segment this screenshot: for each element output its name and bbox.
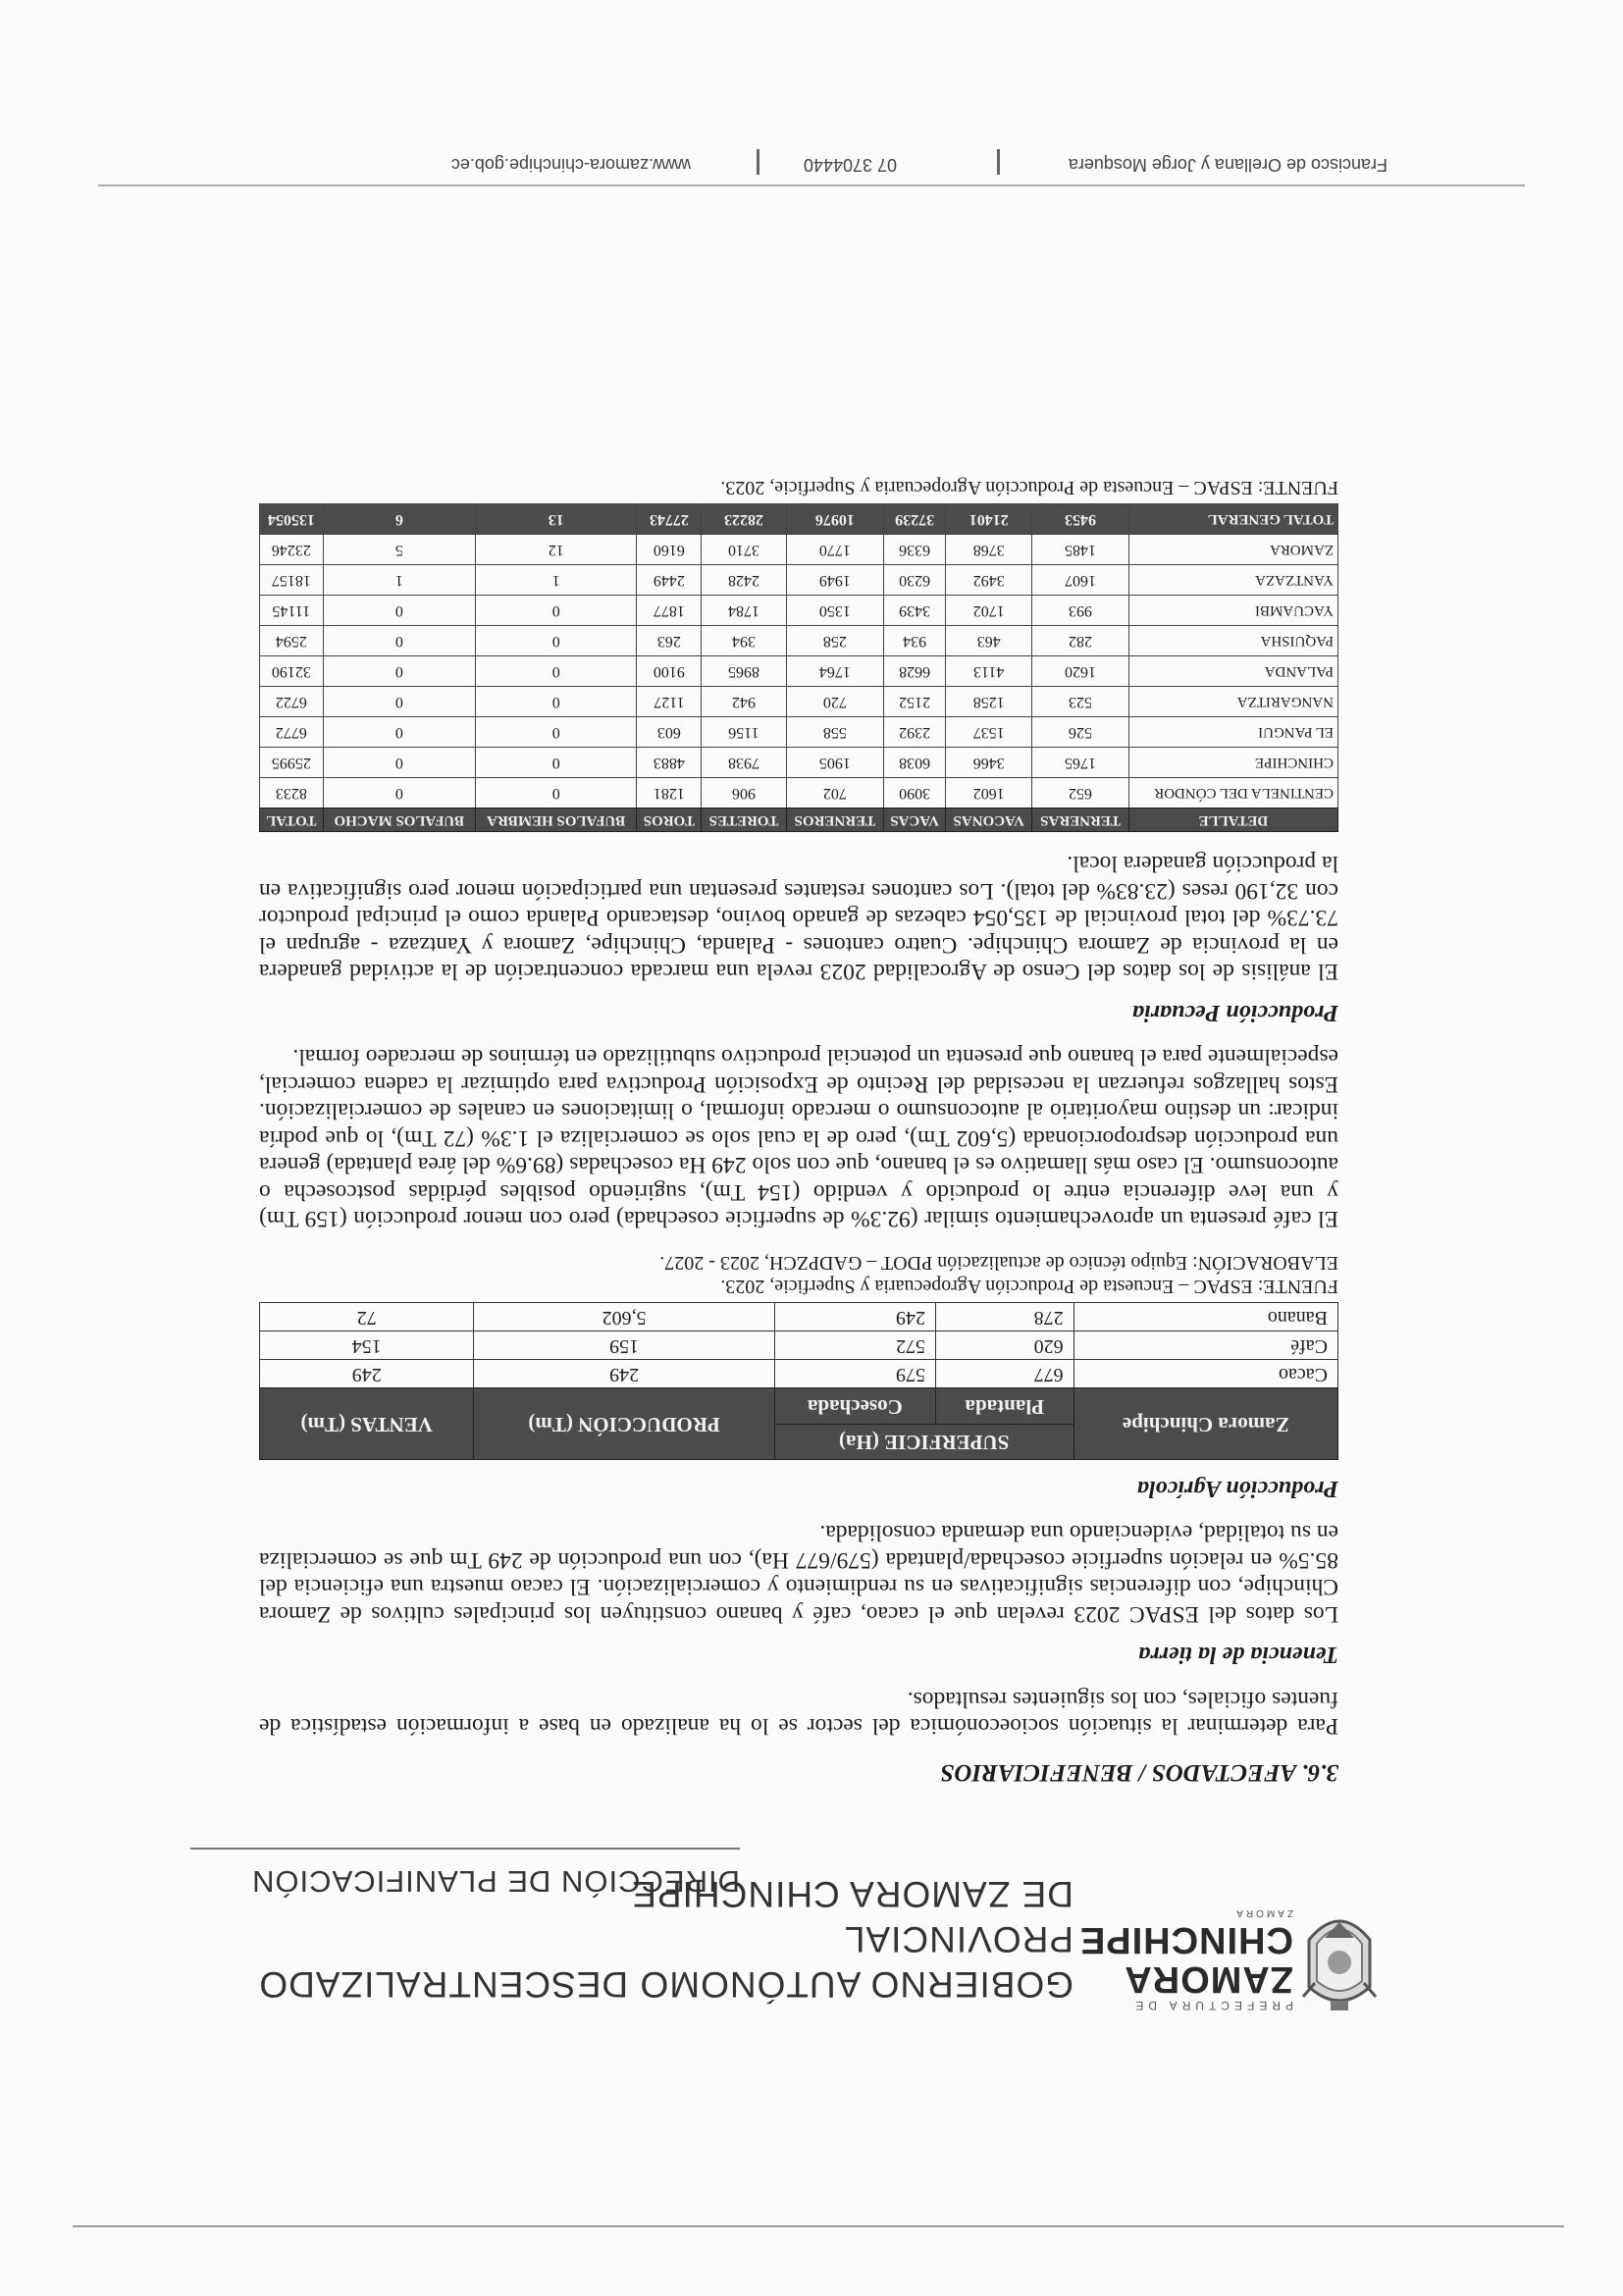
total-cell: 6722 bbox=[260, 687, 324, 717]
toretes-cell: 1156 bbox=[702, 717, 786, 748]
terneros-cell: 1350 bbox=[786, 596, 884, 626]
bufalos-hembra-cell: 12 bbox=[475, 535, 637, 565]
vaconas-cell: 1702 bbox=[946, 596, 1032, 626]
bufalos-macho-cell: 0 bbox=[323, 626, 475, 656]
bufalos-macho-cell: 0 bbox=[323, 596, 475, 626]
vacas-cell: 2392 bbox=[884, 717, 946, 748]
footer-separator bbox=[757, 149, 759, 175]
terneros-cell: 1949 bbox=[786, 565, 884, 596]
vacas-cell: 6230 bbox=[884, 565, 946, 596]
footer-phone: 07 3704440 bbox=[803, 155, 897, 175]
header-divider bbox=[190, 1848, 740, 1850]
footer-separator bbox=[997, 149, 1000, 175]
production-cell: 249 bbox=[474, 1360, 774, 1388]
header-planted: Plantada bbox=[935, 1388, 1073, 1425]
toros-cell: 1877 bbox=[637, 596, 702, 626]
canton-cell: PALANDA bbox=[1128, 656, 1337, 687]
pecuaria-source: FUENTE: ESPAC – Encuesta de Producción Agropecuaria y Superficie, 2023. bbox=[720, 477, 1338, 498]
header-surface: SUPERFICIE (Ha) bbox=[774, 1425, 1073, 1461]
terneras-cell: 1485 bbox=[1032, 535, 1129, 565]
vacas-cell: 6628 bbox=[884, 656, 946, 687]
vaconas-cell: 1602 bbox=[946, 778, 1032, 809]
tenencia-paragraph: Los datos del ESPAC 2023 revelan que el cacao, café y banano constituyen los principales cultivos de Zamora Chinchipe, con diferencias significativas en su rendimiento y comercialización. El cacao muestra una eficiencia del 85.5% en relación superficie cosechada/plantada (579/677 Ha), con una producción de 249 Tm que se comercializa en su totalidad, evidenciando una demanda consolidada. bbox=[259, 1520, 1338, 1627]
government-line1: GOBIERNO AUTÓNOMO DESCENTRALIZADO PROVINCIAL bbox=[258, 1919, 1073, 2005]
total-vacas-cell: 37239 bbox=[884, 504, 946, 535]
vaconas-cell: 1258 bbox=[946, 687, 1032, 717]
terneras-cell: 282 bbox=[1032, 626, 1129, 656]
toretes-cell: 394 bbox=[702, 626, 786, 656]
table-row bbox=[260, 596, 1338, 626]
canton-cell: YANTZAZA bbox=[1128, 565, 1337, 596]
main-content bbox=[259, 476, 1338, 1786]
bufalos-hembra-cell: 0 bbox=[475, 778, 637, 809]
table-row bbox=[260, 626, 1338, 656]
bufalos-macho-cell: 0 bbox=[323, 778, 475, 809]
production-cell: 159 bbox=[474, 1331, 774, 1360]
table-row bbox=[260, 1331, 1338, 1360]
header-terneros: TERNEROS bbox=[786, 809, 884, 832]
scan-edge-line bbox=[73, 2225, 1564, 2227]
header-province: Zamora Chinchipe bbox=[1073, 1388, 1337, 1460]
vacas-cell: 2152 bbox=[884, 687, 946, 717]
header-toretes: TORETES bbox=[702, 809, 786, 832]
toretes-cell: 3710 bbox=[702, 535, 786, 565]
total-terneras-cell: 9453 bbox=[1032, 504, 1129, 535]
total-cell: 32190 bbox=[260, 656, 324, 687]
canton-cell: CENTINELA DEL CÓNDOR bbox=[1128, 778, 1337, 809]
agricola-title: Producción Agrícola bbox=[1136, 1476, 1338, 1501]
table-row bbox=[260, 535, 1338, 565]
terneros-cell: 258 bbox=[786, 626, 884, 656]
crop-cell: Banano bbox=[1073, 1303, 1337, 1331]
toros-cell: 263 bbox=[637, 626, 702, 656]
production-cell: 5,602 bbox=[474, 1303, 774, 1331]
bufalos-hembra-cell: 0 bbox=[475, 717, 637, 748]
harvested-cell: 579 bbox=[774, 1360, 935, 1388]
vacas-cell: 3090 bbox=[884, 778, 946, 809]
bufalos-macho-cell: 5 bbox=[323, 535, 475, 565]
terneras-cell: 993 bbox=[1032, 596, 1129, 626]
agricola-analysis: El café presenta un aprovechamiento similar (92.3% de superficie cosechada) pero con menor producción (159 Tm) y una leve diferencia entre lo producido y vendido (154 Tm), sugiriendo posibles pérdidas postcosecha o autoconsumo. El caso más llamativo es el banano, que con solo 249 Ha cosechadas (89.6% del área plantada) genera una producción desproporcionada (5,602 Tm), pero de la cual solo se comercializa el 1.3% (72 Tm), lo que podría indicar: un destino mayoritario al autoconsumo o mercado informal, o limitaciones en canales de comercialización. Estos hallazgos refuerzan la necesidad del Recinto de Exposición Productiva para optimizar la cadena comercial, especialmente para el banano que presenta un potencial productivo subutilizado en términos de mercadeo formal. bbox=[259, 1044, 1338, 1232]
toretes-cell: 942 bbox=[702, 687, 786, 717]
terneras-cell: 1607 bbox=[1032, 565, 1129, 596]
total-cell: 25995 bbox=[260, 748, 324, 778]
agricultural-production-table bbox=[259, 1303, 1338, 1461]
total-total-cell: 135054 bbox=[260, 504, 324, 535]
toros-cell: 6160 bbox=[637, 535, 702, 565]
section-title: 3.6. AFECTADOS / BENEFICIARIOS bbox=[940, 1759, 1338, 1786]
prefectura-logo bbox=[1078, 1907, 1293, 2012]
total-bufalos-macho-cell: 6 bbox=[323, 504, 475, 535]
crop-cell: Café bbox=[1073, 1331, 1337, 1360]
toretes-cell: 8965 bbox=[702, 656, 786, 687]
toros-cell: 4883 bbox=[637, 748, 702, 778]
toros-cell: 2449 bbox=[637, 565, 702, 596]
table-row bbox=[260, 1360, 1338, 1388]
terneros-cell: 720 bbox=[786, 687, 884, 717]
total-label-cell: TOTAL GENERAL bbox=[1128, 504, 1337, 535]
toros-cell: 1281 bbox=[637, 778, 702, 809]
table-row bbox=[260, 1303, 1338, 1331]
department-name: DIRECCIÓN DE PLANIFICACIÓN bbox=[251, 1864, 740, 1899]
agricola-source: FUENTE: ESPAC – Encuesta de Producción Agropecuaria y Superficie, 2023. bbox=[720, 1276, 1338, 1298]
table-row bbox=[260, 687, 1338, 717]
vaconas-cell: 3466 bbox=[946, 748, 1032, 778]
bufalos-hembra-cell: 0 bbox=[475, 748, 637, 778]
vacas-cell: 6336 bbox=[884, 535, 946, 565]
canton-cell: ZAMORA bbox=[1128, 535, 1337, 565]
harvested-cell: 249 bbox=[774, 1303, 935, 1331]
bufalos-macho-cell: 0 bbox=[323, 687, 475, 717]
logo-tag: ZAMORA bbox=[1233, 1907, 1293, 1918]
harvested-cell: 572 bbox=[774, 1331, 935, 1360]
terneras-cell: 652 bbox=[1032, 778, 1129, 809]
footer-website: www.zamora-chinchipe.gob.ec bbox=[450, 155, 691, 175]
sales-cell: 72 bbox=[260, 1303, 474, 1331]
planted-cell: 620 bbox=[935, 1331, 1073, 1360]
total-cell: 2594 bbox=[260, 626, 324, 656]
total-cell: 8233 bbox=[260, 778, 324, 809]
letterhead bbox=[200, 1820, 1378, 2016]
intro-paragraph: Para determinar la situación socioeconómica del sector se lo ha analizado en base a información estadística de fuentes oficiales, con los siguientes resultados. bbox=[259, 1687, 1338, 1740]
bufalos-hembra-cell: 0 bbox=[475, 656, 637, 687]
terneros-cell: 1764 bbox=[786, 656, 884, 687]
footer-address: Francisco de Orellana y Jorge Mosquera bbox=[1068, 155, 1387, 175]
crop-cell: Cacao bbox=[1073, 1360, 1337, 1388]
bufalos-macho-cell: 1 bbox=[323, 565, 475, 596]
bufalos-hembra-cell: 0 bbox=[475, 626, 637, 656]
header-production: PRODUCCIÓN (Tm) bbox=[474, 1388, 774, 1460]
footer-divider bbox=[98, 184, 1525, 186]
vacas-cell: 3439 bbox=[884, 596, 946, 626]
header-vaconas: VACONAS bbox=[946, 809, 1032, 832]
toretes-cell: 906 bbox=[702, 778, 786, 809]
vaconas-cell: 463 bbox=[946, 626, 1032, 656]
sales-cell: 154 bbox=[260, 1331, 474, 1360]
bufalos-hembra-cell: 0 bbox=[475, 687, 637, 717]
header-toros: TOROS bbox=[637, 809, 702, 832]
total-cell: 18157 bbox=[260, 565, 324, 596]
vaconas-cell: 3492 bbox=[946, 565, 1032, 596]
terneros-cell: 702 bbox=[786, 778, 884, 809]
terneras-cell: 523 bbox=[1032, 687, 1129, 717]
total-row bbox=[260, 504, 1338, 535]
terneras-cell: 526 bbox=[1032, 717, 1129, 748]
livestock-body bbox=[260, 504, 1338, 809]
total-toretes-cell: 28223 bbox=[702, 504, 786, 535]
bufalos-macho-cell: 0 bbox=[323, 748, 475, 778]
terneros-cell: 1770 bbox=[786, 535, 884, 565]
canton-cell: EL PANGUI bbox=[1128, 717, 1337, 748]
vacas-cell: 6038 bbox=[884, 748, 946, 778]
vaconas-cell: 1537 bbox=[946, 717, 1032, 748]
government-line2: DE ZAMORA CHINCHIPE bbox=[631, 1874, 1073, 1914]
terneras-cell: 1620 bbox=[1032, 656, 1129, 687]
bufalos-hembra-cell: 1 bbox=[475, 565, 637, 596]
total-cell: 11145 bbox=[260, 596, 324, 626]
pecuaria-title: Producción Pecuaria bbox=[1132, 1000, 1338, 1025]
terneras-cell: 1765 bbox=[1032, 748, 1129, 778]
toros-cell: 9100 bbox=[637, 656, 702, 687]
logo-name-line2: CHINCHIPE bbox=[1078, 1919, 1293, 1960]
tenencia-title: Tenencia de la tierra bbox=[1138, 1642, 1338, 1668]
footer bbox=[98, 145, 1525, 175]
vaconas-cell: 3768 bbox=[946, 535, 1032, 565]
toretes-cell: 1784 bbox=[702, 596, 786, 626]
toretes-cell: 2428 bbox=[702, 565, 786, 596]
vacas-cell: 934 bbox=[884, 626, 946, 656]
canton-cell: YACUAMBI bbox=[1128, 596, 1337, 626]
canton-cell: NANGARITZA bbox=[1128, 687, 1337, 717]
header-bufalos-macho: BUFALOS MACHO bbox=[323, 809, 475, 832]
vaconas-cell: 4113 bbox=[946, 656, 1032, 687]
table-row bbox=[260, 748, 1338, 778]
total-terneros-cell: 10976 bbox=[786, 504, 884, 535]
header-harvested: Cosechada bbox=[774, 1388, 935, 1425]
bufalos-macho-cell: 0 bbox=[323, 656, 475, 687]
livestock-header-row bbox=[260, 809, 1338, 832]
total-bufalos-hembra-cell: 13 bbox=[475, 504, 637, 535]
table-row bbox=[260, 656, 1338, 687]
pecuaria-paragraph: El análisis de los datos del Censo de Agrocalidad 2023 revela una marcada concentración de la actividad ganadera en la provincia de Zamora Chinchipe. Cuatro cantones - Palanda, Chinchipe, Zamora y Yantzaza - agrupan el 73.73% del total provincial de 135,054 cabezas de ganado bovino, destacando Palanda como el principal productor con 32,190 reses (23.83% del total). Los cantones restantes presentan una participación menor pero significativa en la producción ganadera local. bbox=[259, 851, 1338, 985]
toretes-cell: 7938 bbox=[702, 748, 786, 778]
sales-cell: 249 bbox=[260, 1360, 474, 1388]
total-cell: 23246 bbox=[260, 535, 324, 565]
header-terneras: TERNERAS bbox=[1032, 809, 1129, 832]
total-vaconas-cell: 21401 bbox=[946, 504, 1032, 535]
header-sales: VENTAS (Tm) bbox=[260, 1388, 474, 1460]
logo-name-line1: ZAMORA bbox=[1124, 1958, 1293, 2000]
table-row bbox=[260, 565, 1338, 596]
canton-cell: PAQUISHA bbox=[1128, 626, 1337, 656]
toros-cell: 1127 bbox=[637, 687, 702, 717]
header-vacas: VACAS bbox=[884, 809, 946, 832]
header-bufalos-hembra: BUFALOS HEMBRA bbox=[475, 809, 637, 832]
logo-prefix: PREFECTURA DE bbox=[1130, 1999, 1293, 2012]
toros-cell: 603 bbox=[637, 717, 702, 748]
table-row bbox=[260, 717, 1338, 748]
bufalos-hembra-cell: 0 bbox=[475, 596, 637, 626]
canton-cell: CHINCHIPE bbox=[1128, 748, 1337, 778]
bufalos-macho-cell: 0 bbox=[323, 717, 475, 748]
header-total: TOTAL bbox=[260, 809, 324, 832]
table-row bbox=[260, 778, 1338, 809]
header-detalle: DETALLE bbox=[1128, 809, 1337, 832]
total-toros-cell: 27743 bbox=[637, 504, 702, 535]
planted-cell: 677 bbox=[935, 1360, 1073, 1388]
planted-cell: 278 bbox=[935, 1303, 1073, 1331]
total-cell: 6772 bbox=[260, 717, 324, 748]
coat-of-arms-icon bbox=[1301, 1901, 1378, 2016]
livestock-table bbox=[259, 503, 1338, 832]
terneros-cell: 558 bbox=[786, 717, 884, 748]
terneros-cell: 1905 bbox=[786, 748, 884, 778]
agricola-elaboration: ELABORACIÓN: Equipo técnico de actualización PDOT – GADPZCH, 2023 - 2027. bbox=[659, 1252, 1338, 1275]
